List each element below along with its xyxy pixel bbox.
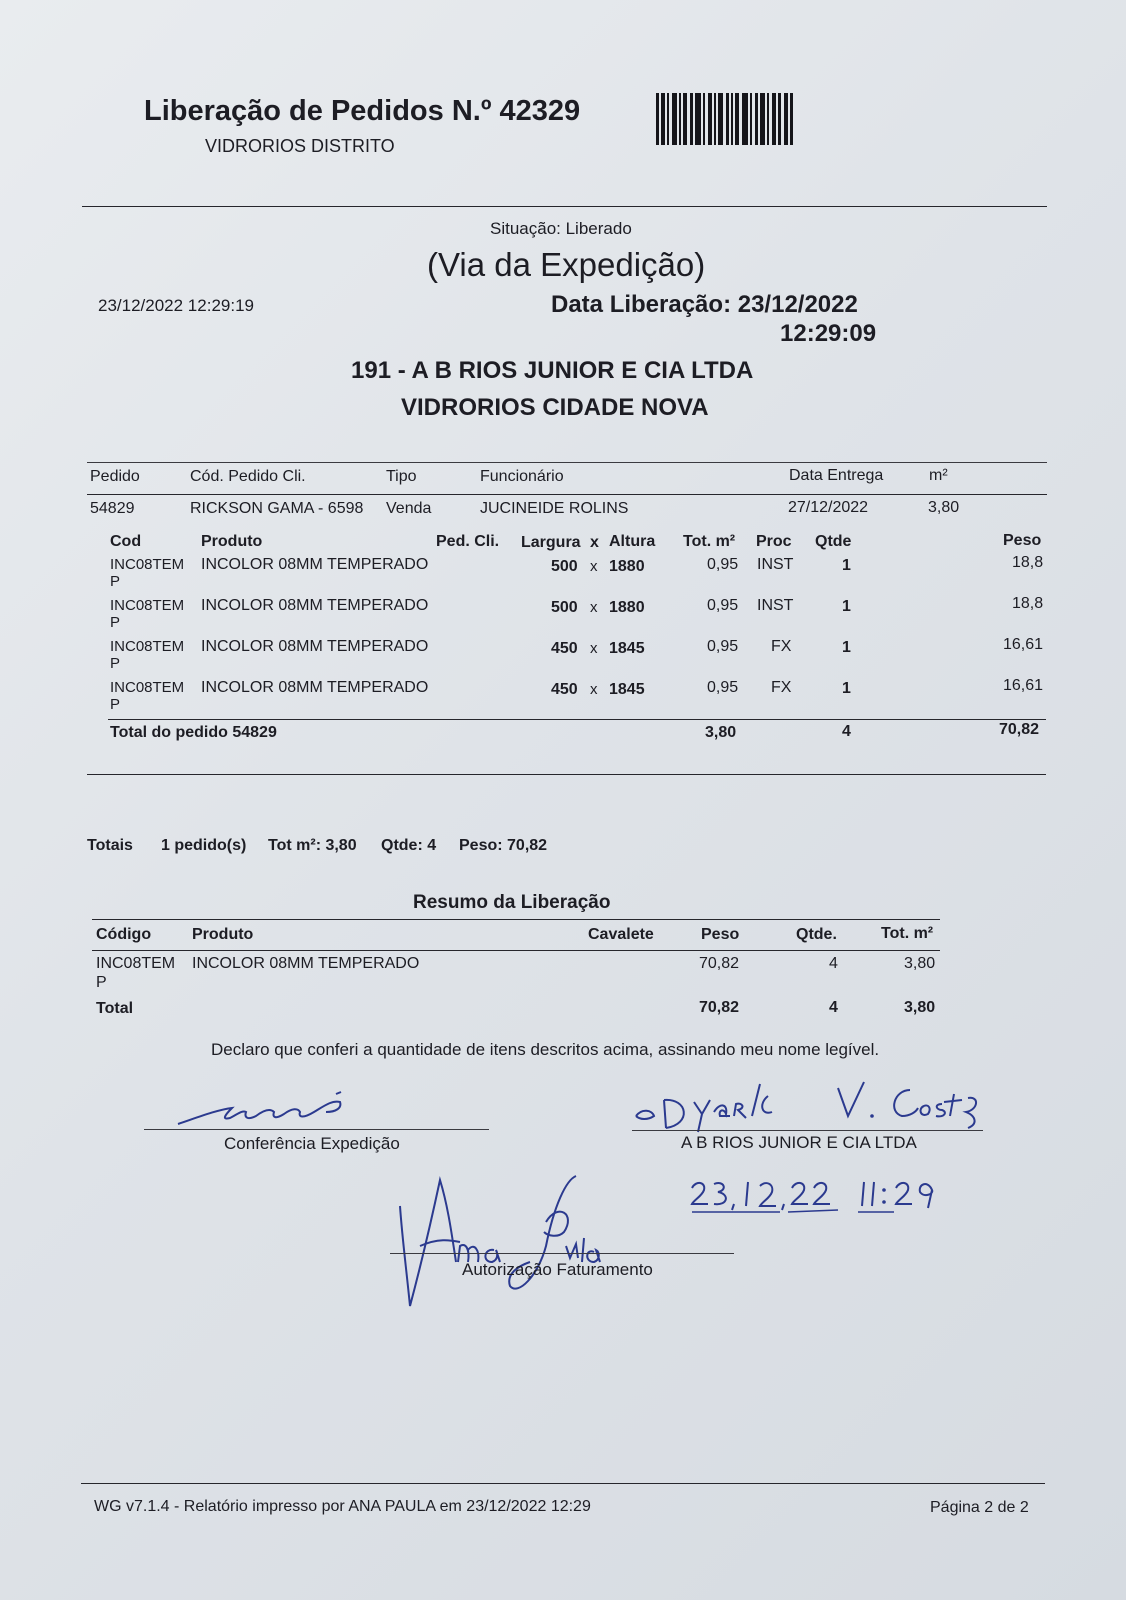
summary-total-peso: 70,82 xyxy=(699,999,740,1016)
totals-qtde: Qtde: 4 xyxy=(381,837,437,854)
items-col-x: x xyxy=(590,534,599,551)
conferencia-label: Conferência Expedição xyxy=(224,1134,400,1153)
order-funcionario: JUCINEIDE ROLINS xyxy=(480,500,629,517)
item-produto: INCOLOR 08MM TEMPERADO xyxy=(201,679,429,696)
items-col-tot-m2: Tot. m² xyxy=(683,533,736,550)
item-x: x xyxy=(590,558,598,575)
copy-label: (Via da Expedição) xyxy=(427,246,706,283)
item-tot-m2: 0,95 xyxy=(707,556,739,573)
item-largura: 500 xyxy=(551,599,578,616)
client-signature-line xyxy=(632,1130,983,1131)
item-peso: 16,61 xyxy=(1003,677,1044,694)
item-x: x xyxy=(590,681,598,698)
item-altura: 1880 xyxy=(609,599,645,616)
order-tipo: Venda xyxy=(386,500,432,517)
summary-peso: 70,82 xyxy=(699,955,740,972)
totals-m2: Tot m²: 3,80 xyxy=(268,837,357,854)
items-col-largura: Largura xyxy=(521,534,581,551)
item-proc: INST xyxy=(757,597,794,614)
client-signature-label: A B RIOS JUNIOR E CIA LTDA xyxy=(681,1133,917,1152)
item-x: x xyxy=(590,599,598,616)
item-produto: INCOLOR 08MM TEMPERADO xyxy=(201,597,429,614)
item-largura: 450 xyxy=(551,640,578,657)
item-cod: INC08TEM xyxy=(110,556,185,573)
client-store: VIDRORIOS CIDADE NOVA xyxy=(401,394,709,421)
report-title: Liberação de Pedidos N.º 42329 xyxy=(144,95,581,127)
summary-col-peso: Peso xyxy=(701,926,740,943)
release-date: Data Liberação: 23/12/2022 xyxy=(551,291,858,318)
order-pedido: 54829 xyxy=(90,500,135,517)
totals-peso: Peso: 70,82 xyxy=(459,837,548,854)
summary-qtde: 4 xyxy=(829,955,838,972)
print-timestamp: 23/12/2022 12:29:19 xyxy=(98,296,254,315)
items-col-qtde: Qtde xyxy=(815,533,852,550)
order-total-label: Total do pedido 54829 xyxy=(110,724,277,741)
conferencia-line xyxy=(144,1129,489,1130)
summary-col-produto: Produto xyxy=(192,926,254,943)
item-qtde: 1 xyxy=(842,557,851,574)
item-altura: 1845 xyxy=(609,640,645,657)
item-x: x xyxy=(590,640,598,657)
signature-autorizacao xyxy=(398,1166,618,1316)
col-tipo: Tipo xyxy=(386,468,417,485)
item-largura: 500 xyxy=(551,558,578,575)
summary-col-qtde: Qtde. xyxy=(796,926,837,943)
item-cod-cont: P xyxy=(110,696,121,713)
declaration-text: Declaro que conferi a quantidade de itens descritos acima, assinando meu nome legível. xyxy=(211,1040,880,1059)
footer-printed-by: WG v7.1.4 - Relatório impresso por ANA PAULA em 23/12/2022 12:29 xyxy=(94,1498,591,1515)
item-cod: INC08TEM xyxy=(110,597,185,614)
order-total-m2: 3,80 xyxy=(705,724,737,741)
item-cod-cont: P xyxy=(110,573,121,590)
client-name: 191 - A B RIOS JUNIOR E CIA LTDA xyxy=(351,357,754,384)
item-peso: 18,8 xyxy=(1012,554,1044,571)
summary-total-m2: 3,80 xyxy=(904,999,936,1016)
item-tot-m2: 0,95 xyxy=(707,638,739,655)
item-qtde: 1 xyxy=(842,639,851,656)
item-qtde: 1 xyxy=(842,598,851,615)
order-data-entrega: 27/12/2022 xyxy=(788,499,869,516)
item-produto: INCOLOR 08MM TEMPERADO xyxy=(201,556,429,573)
col-m2: m² xyxy=(929,467,948,484)
items-col-altura: Altura xyxy=(609,533,656,550)
order-section-end-rule xyxy=(87,774,1046,775)
autorizacao-label: Autorização Faturamento xyxy=(462,1260,653,1279)
barcode xyxy=(656,93,826,145)
items-col-ped-cli: Ped. Cli. xyxy=(436,533,500,550)
summary-header-rule xyxy=(92,950,940,951)
items-col-cod: Cod xyxy=(110,533,142,550)
footer-page-number: Página 2 de 2 xyxy=(930,1499,1029,1516)
item-proc: INST xyxy=(757,556,794,573)
summary-tot-m2: 3,80 xyxy=(904,955,936,972)
company-name: VIDRORIOS DISTRITO xyxy=(205,136,395,156)
status-text: Situação: Liberado xyxy=(490,219,632,238)
col-funcionario: Funcionário xyxy=(480,468,564,485)
item-peso: 18,8 xyxy=(1012,595,1044,612)
item-cod-cont: P xyxy=(110,655,121,672)
order-m2: 3,80 xyxy=(928,499,960,516)
totals-pedidos: 1 pedido(s) xyxy=(161,837,247,854)
summary-codigo: INC08TEM xyxy=(96,955,176,972)
order-total-rule xyxy=(108,719,1046,720)
signature-conferencia xyxy=(176,1088,356,1128)
autorizacao-line xyxy=(390,1253,734,1254)
handwritten-datetime xyxy=(688,1176,978,1222)
item-tot-m2: 0,95 xyxy=(707,597,739,614)
item-proc: FX xyxy=(771,679,792,696)
item-proc: FX xyxy=(771,638,792,655)
item-altura: 1880 xyxy=(609,558,645,575)
item-qtde: 1 xyxy=(842,680,851,697)
item-produto: INCOLOR 08MM TEMPERADO xyxy=(201,638,429,655)
col-cod-pedido-cli: Cód. Pedido Cli. xyxy=(190,468,306,485)
item-peso: 16,61 xyxy=(1003,636,1044,653)
summary-codigo-cont: P xyxy=(96,974,107,991)
item-cod: INC08TEM xyxy=(110,679,185,696)
order-total-peso: 70,82 xyxy=(999,721,1040,738)
col-pedido: Pedido xyxy=(90,468,140,485)
totals-label: Totais xyxy=(87,837,133,854)
summary-top-rule xyxy=(92,919,940,920)
order-cod-pedido-cli: RICKSON GAMA - 6598 xyxy=(190,500,364,517)
order-total-qtde: 4 xyxy=(842,723,851,740)
items-col-peso: Peso xyxy=(1003,532,1042,549)
order-header-rule xyxy=(87,494,1047,495)
summary-col-cavalete: Cavalete xyxy=(588,926,654,943)
col-data-entrega: Data Entrega xyxy=(789,467,884,484)
item-cod-cont: P xyxy=(110,614,121,631)
items-col-produto: Produto xyxy=(201,533,263,550)
summary-total-label: Total xyxy=(96,1000,134,1017)
summary-total-qtde: 4 xyxy=(829,999,838,1016)
summary-col-tot-m2: Tot. m² xyxy=(881,925,934,942)
header-divider xyxy=(82,206,1047,207)
item-cod: INC08TEM xyxy=(110,638,185,655)
item-largura: 450 xyxy=(551,681,578,698)
release-time: 12:29:09 xyxy=(780,320,877,347)
item-tot-m2: 0,95 xyxy=(707,679,739,696)
order-table-top-rule xyxy=(87,462,1047,463)
summary-title: Resumo da Liberação xyxy=(413,892,611,913)
signature-client xyxy=(632,1076,992,1136)
item-altura: 1845 xyxy=(609,681,645,698)
items-col-proc: Proc xyxy=(756,533,792,550)
summary-produto: INCOLOR 08MM TEMPERADO xyxy=(192,955,420,972)
summary-col-codigo: Código xyxy=(96,926,152,943)
footer-rule xyxy=(81,1483,1045,1484)
